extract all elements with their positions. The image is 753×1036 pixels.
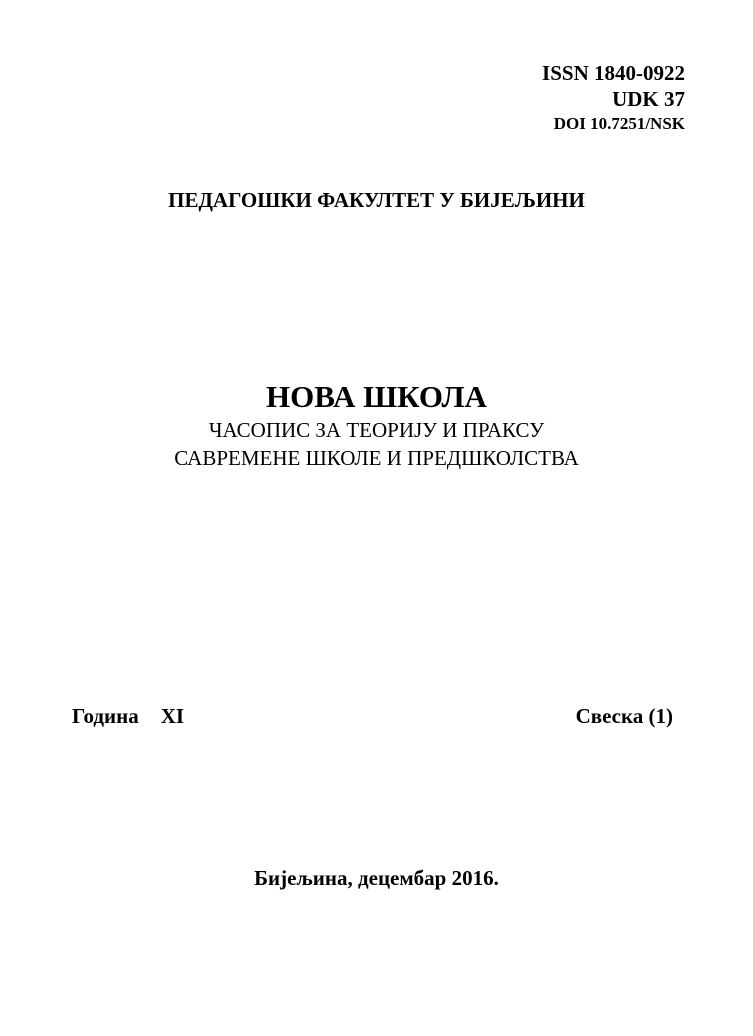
issue-number: Свеска (1): [575, 704, 673, 728]
issn-number: ISSN 1840-0922: [542, 61, 685, 85]
identifier-block: [542, 60, 685, 136]
year-label: Година: [72, 704, 139, 728]
faculty-name: ПЕДАГОШКИ ФАКУЛТЕТ У БИЈЕЉИНИ: [168, 188, 585, 212]
udk-code: UDK 37: [612, 87, 685, 111]
year-value: XI: [160, 704, 185, 728]
journal-subtitle-line-1: ЧАСОПИС ЗА ТЕОРИЈУ И ПРАКСУ: [208, 418, 545, 442]
journal-title: НОВА ШКОЛА: [266, 379, 487, 414]
journal-subtitle-line-2: САВРЕМЕНЕ ШКОЛЕ И ПРЕДШКОЛСТВА: [174, 446, 579, 470]
year-row: [72, 704, 184, 729]
doi-prefix: DOI 10.7251/NSK: [553, 114, 685, 133]
journal-title-block: [0, 378, 753, 472]
place-and-date: Бијељина, децембар 2016.: [254, 866, 499, 890]
